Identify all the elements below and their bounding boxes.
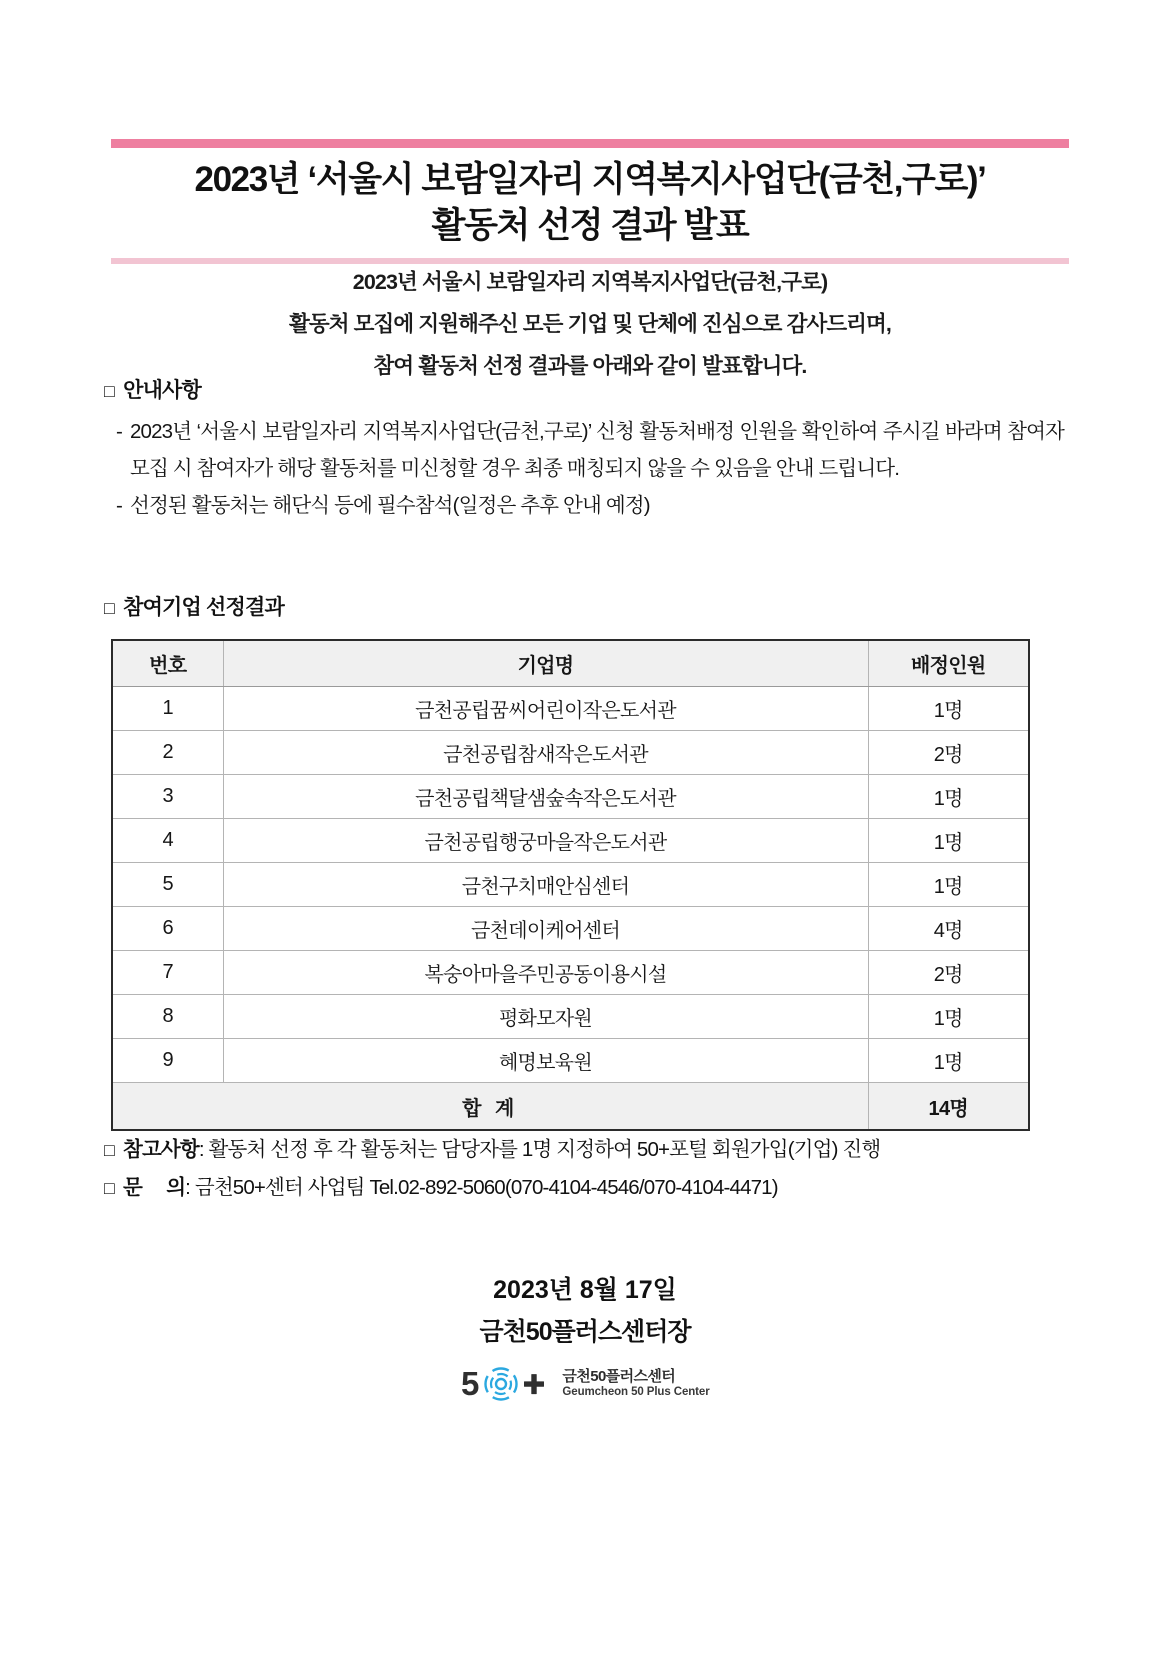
column-header-name: 기업명 [223,640,868,687]
cell-count: 1명 [868,819,1029,863]
table-row [112,995,1029,1039]
table-row [112,863,1029,907]
notice-heading-label: 안내사항 [123,379,202,402]
svg-text:5: 5 [461,1364,480,1402]
table-row [112,907,1029,951]
cell-name: 금천구치매안심센터 [223,863,868,907]
notice-list [104,413,1064,525]
cell-name: 금천공립행궁마을작은도서관 [223,819,868,863]
cell-no: 5 [112,863,223,907]
notice-item-text: 2023년 ‘서울시 보람일자리 지역복지사업단(금천,구로)’ 신청 활동처배정 인원을 확인하여 주시길 바라며 참여자 모집 시 참여자가 해당 활동처를 미신청할 경우 최종 매칭되지 않을 수 있음을 안내 드립니다. [130,419,1064,480]
cell-count: 1명 [868,687,1029,731]
table-header [112,640,1029,687]
cell-no: 9 [112,1039,223,1083]
notice-section [104,375,1064,524]
table-row [112,775,1029,819]
table-header-row [112,640,1029,687]
issue-date: 2023년 8월 17일 [493,1276,677,1304]
page-title [111,148,1069,255]
issuer-title: 금천50플러스센터장 [479,1317,691,1346]
results-table [111,639,1030,1131]
cell-no: 2 [112,731,223,775]
title-rule-top [111,139,1069,148]
table-row [112,819,1029,863]
cell-no: 4 [112,819,223,863]
footnote-label: 참고사항 [123,1138,199,1161]
dash-bullet-icon: - [116,419,122,443]
table-total-row [112,1083,1029,1131]
cell-name: 금천데이케어센터 [223,907,868,951]
cell-count: 1명 [868,995,1029,1039]
cell-count: 1명 [868,863,1029,907]
logo-wordmark [562,1369,709,1399]
square-bullet-icon: □ [104,1177,115,1198]
cell-name: 금천공립꿈씨어린이작은도서관 [223,687,868,731]
page-title-line2: 활동처 선정 결과 발표 [431,206,749,246]
cell-no: 8 [112,995,223,1039]
cell-no: 3 [112,775,223,819]
list-item [104,487,1064,524]
notice-item-text: 선정된 활동처는 해단식 등에 필수참석(일정은 추후 안내 예정) [130,494,650,518]
organization-logo [0,1364,1170,1404]
list-item [104,413,1064,488]
cell-count: 2명 [868,731,1029,775]
page-title-line1: 2023년 ‘서울시 보람일자리 지역복지사업단(금천,구로)’ [194,160,986,199]
table-footer [112,1083,1029,1131]
intro-line-1: 2023년 서울시 보람일자리 지역복지사업단(금천,구로) [352,270,828,294]
square-bullet-icon: □ [104,1140,115,1160]
logo-name-korean: 금천50플러스센터 [562,1367,676,1385]
results-heading [104,592,284,624]
table-row [112,731,1029,775]
cell-count: 1명 [868,1039,1029,1083]
footnote-contact [104,1169,1069,1207]
dash-bullet-icon: - [116,494,122,518]
intro-line-2: 활동처 모집에 지원해주신 모든 기업 및 단체에 진심으로 감사드리며, [289,311,891,336]
intro-line-3: 참여 활동처 선정 결과를 아래와 같이 발표합니다. [373,353,807,378]
cell-count: 4명 [868,907,1029,951]
total-label: 합 계 [112,1083,868,1131]
square-bullet-icon: □ [104,381,115,401]
cell-name: 금천공립참새작은도서관 [223,731,868,775]
cell-name: 혜명보육원 [223,1039,868,1083]
footnote-label: 문 의 [123,1175,186,1199]
cell-name: 복숭아마을주민공동이용시설 [223,951,868,995]
table-row [112,1039,1029,1083]
intro-paragraph [111,262,1069,388]
table-row [112,951,1029,995]
cell-no: 1 [112,687,223,731]
logo-name-english: Geumcheon 50 Plus Center [562,1385,710,1398]
total-count: 14명 [868,1083,1029,1131]
footnotes [104,1131,1069,1207]
title-block [111,139,1069,264]
footnote-body: : 금천50+센터 사업팀 Tel.02-892-5060(070-4104-4546/070-4104-4471) [185,1175,778,1199]
footnote-reference [104,1131,1069,1169]
cell-name: 금천공립책달샘숲속작은도서관 [223,775,868,819]
cell-no: 6 [112,907,223,951]
table-row [112,687,1029,731]
table-body [112,687,1029,1083]
results-heading-label: 참여기업 선정결과 [123,596,285,619]
fifty-plus-logo-icon [460,1364,552,1404]
cell-name: 평화모자원 [223,995,868,1039]
column-header-no: 번호 [112,640,223,687]
cell-count: 1명 [868,775,1029,819]
notice-heading [104,375,1064,407]
column-header-count: 배정인원 [868,640,1029,687]
square-bullet-icon: □ [104,598,115,618]
signature-block [0,1272,1170,1404]
cell-no: 7 [112,951,223,995]
footnote-body: : 활동처 선정 후 각 활동처는 담당자를 1명 지정하여 50+포털 회원가입(기업) 진행 [198,1138,881,1161]
cell-count: 2명 [868,951,1029,995]
